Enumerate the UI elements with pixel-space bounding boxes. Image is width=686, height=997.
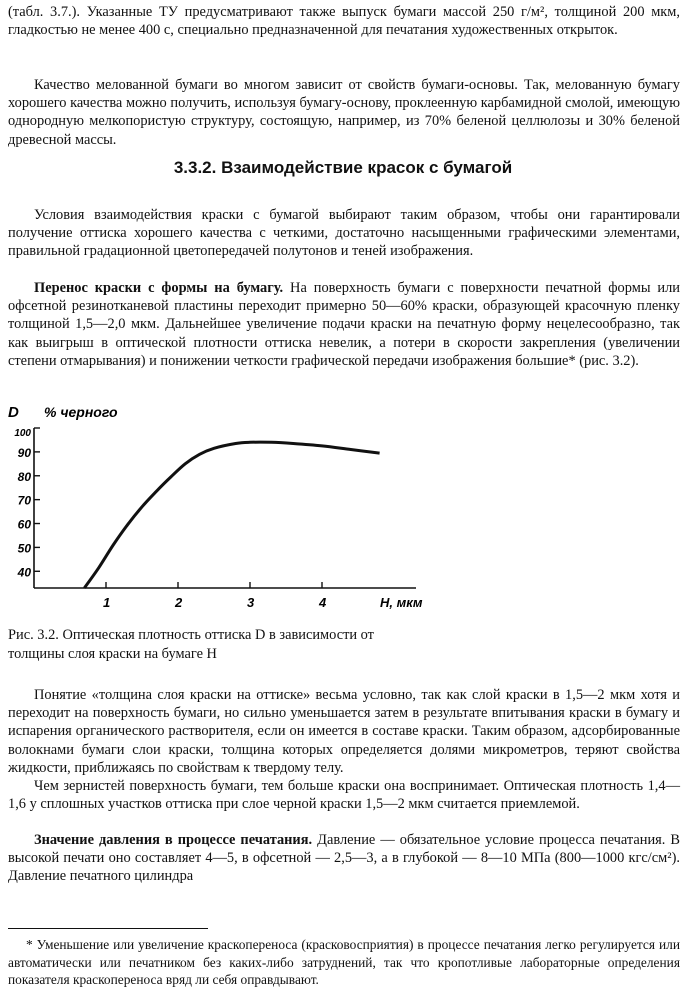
y-tick-label: 80 xyxy=(17,469,31,484)
y-tick-label: 60 xyxy=(17,517,31,532)
paragraph-layer-thickness: Понятие «толщина слоя краски на оттиске» весьма условно, так как слой краски в 1,5—2 мкм хотя и переходит на поверхность бумаги, но сильно уменьшается затем в результате впитывания краски в бумагу и испарения органического растворителя, если он имеется в составе краски. Таким образом, адсорбированные волокнами бумаги слои краски, толщина которых определяется долями микрометров, теряют свойства жидкости, приближаясь по свойствам к твердому телу. xyxy=(8,687,680,776)
y-tick-label: 50 xyxy=(17,541,31,556)
y-axis-symbol: D xyxy=(8,404,19,421)
paragraph-graininess: Чем зернистей поверхность бумаги, тем больше краски она воспринимает. Оптическая плотность 1,4—1,6 у сплошных участков оттиска при слое черной краски 1,5—2 мкм считается приемлемой. xyxy=(8,778,680,813)
pressure-lead: Значение давления в процессе печатания. xyxy=(34,832,313,848)
footnote-divider xyxy=(8,928,208,929)
density-chart xyxy=(0,398,430,620)
y-tick-label: 90 xyxy=(17,445,31,460)
footnote: * Уменьшение или увеличение краскопереноса (красковосприятия) в процессе печатания легко регулируется или автоматически или печатником без каких-либо затруднений, так что кропотливые лабораторные определения показателя краскопереноса вряд ли себя оправдывают. xyxy=(8,937,680,987)
ink-transfer-body: На поверхность бумаги с поверхности печатной формы или офсетной резинотканевой пластины переходит примерно 50—60% краски, образующей красочную пленку толщиной 1,5—2,0 мкм. Дальнейшее увеличение подачи краски на печатную форму нецелесообразно, так как выигрыш в оптической плотности оттиска невелик, а потери в скорости закрепления (увеличении степени отмарывания) и понижении четкости графической передачи изображения большие* (рис. 3.2). xyxy=(8,280,680,369)
x-axis-label: H, мкм xyxy=(380,595,423,610)
section-heading: 3.3.2. Взаимодействие красок с бумагой xyxy=(173,158,513,177)
paragraph-coated-paper: Качество мелованной бумаги во многом зависит от свойств бумаги-основы. Так, мелованную бумагу хорошего качества можно получить, используя бумагу-основу, проклеенную карбамидной смолой, имеющую однородную мелкопористую структуру, состоящую, например, из 70% беленой целлюлозы и 30% беленой древесной массы. xyxy=(8,77,680,148)
paragraph-continuation: (табл. 3.7.). Указанные ТУ предусматривают также выпуск бумаги массой 250 г/м², толщиной 200 мкм, гладкостью не менее 400 с, специально предназначенной для печатания художественных открыток. xyxy=(8,4,680,39)
pressure-body: Давление — обязательное условие процесса печатания. В высокой печати оно составляет 4—5, в офсетной — 2,5—3, а в глубокой — 8—10 МПа (800—1000 кгс/см²). Давление печатного цилиндра xyxy=(8,832,681,885)
x-tick-label: 4 xyxy=(319,595,327,610)
x-tick-label: 1 xyxy=(103,595,111,610)
y-tick-label: 100 xyxy=(14,428,31,439)
y-tick-label: 40 xyxy=(17,565,31,580)
paragraph-pressure xyxy=(8,831,680,886)
ink-transfer-lead: Перенос краски с формы на бумагу. xyxy=(34,280,284,296)
x-tick-label: 2 xyxy=(175,595,183,610)
figure-caption: Рис. 3.2. Оптическая плотность оттиска D в зависимости от толщины слоя краски на бумаге H xyxy=(8,627,374,662)
paragraph-conditions: Условия взаимодействия краски с бумагой выбирают таким образом, чтобы они гарантировали получение оттиска хорошего качества с четкими, достаточно насыщенными графическими элементами, правильной градационной цветопередачей полутонов и теней изображения. xyxy=(8,207,680,260)
y-axis-unit: % черного xyxy=(44,404,118,420)
y-tick-label: 70 xyxy=(17,493,31,508)
x-tick-label: 3 xyxy=(247,595,255,610)
paragraph-ink-transfer xyxy=(8,279,680,370)
density-curve xyxy=(84,442,379,588)
